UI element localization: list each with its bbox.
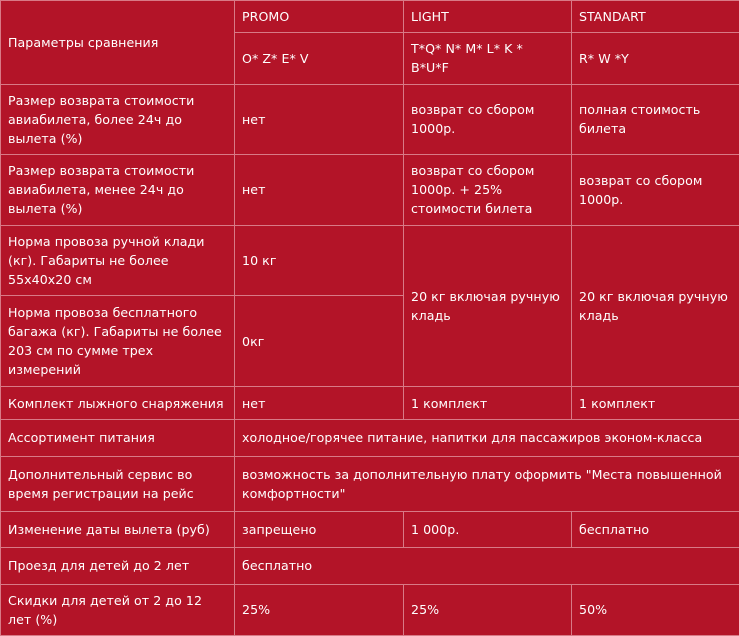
fare-classes-promo: O* Z* E* V [235, 33, 404, 84]
table-row [1, 456, 739, 511]
cell-light: 25% [404, 584, 572, 636]
cell-promo: 0кг [235, 296, 404, 387]
cell-all-fares: возможность за дополнительную плату оформить "Места повышенной комфортности" [235, 456, 739, 511]
cell-standart: 1 комплект [572, 386, 739, 419]
header-parameters-label: Параметры сравнения [1, 1, 235, 85]
cell-standart: бесплатно [572, 511, 739, 547]
fare-classes-standart: R* W *Y [572, 33, 739, 84]
cell-promo: нет [235, 84, 404, 155]
cell-promo: 10 кг [235, 225, 404, 296]
row-label: Размер возврата стоимости авиабилета, более 24ч до вылета (%) [1, 84, 235, 155]
row-label: Проезд для детей до 2 лет [1, 548, 235, 584]
cell-all-fares: бесплатно [235, 548, 739, 584]
fare-name-promo: PROMO [235, 1, 404, 33]
cell-light: 1 000р. [404, 511, 572, 547]
cell-promo: нет [235, 155, 404, 226]
row-label: Комплект лыжного снаряжения [1, 386, 235, 419]
table-row [1, 511, 739, 547]
fare-name-standart: STANDART [572, 1, 739, 33]
row-label: Размер возврата стоимости авиабилета, менее 24ч до вылета (%) [1, 155, 235, 226]
fare-classes-light: T*Q* N* M* L* K * B*U*F [404, 33, 572, 84]
cell-promo: нет [235, 386, 404, 419]
header-row-names [1, 1, 739, 33]
table-row [1, 548, 739, 584]
row-label: Изменение даты вылета (руб) [1, 511, 235, 547]
cell-promo: 25% [235, 584, 404, 636]
cell-standart-baggage: 20 кг включая ручную кладь [572, 225, 739, 386]
table-row [1, 155, 739, 226]
cell-light: возврат со сбором 1000р. [404, 84, 572, 155]
row-label: Норма провоза ручной клади (кг). Габариты не более 55x40x20 см [1, 225, 235, 296]
row-label: Ассортимент питания [1, 420, 235, 456]
table-row [1, 420, 739, 456]
cell-all-fares: холодное/горячее питание, напитки для пассажиров эконом-класса [235, 420, 739, 456]
table-row [1, 225, 739, 296]
cell-standart: возврат со сбором 1000р. [572, 155, 739, 226]
table-row [1, 84, 739, 155]
row-label: Норма провоза бесплатного багажа (кг). Габариты не более 203 см по сумме трех измерений [1, 296, 235, 387]
cell-standart: полная стоимость билета [572, 84, 739, 155]
table-row [1, 584, 739, 636]
cell-promo: запрещено [235, 511, 404, 547]
cell-light-baggage: 20 кг включая ручную кладь [404, 225, 572, 386]
row-label: Дополнительный сервис во время регистрации на рейс [1, 456, 235, 511]
fare-name-light: LIGHT [404, 1, 572, 33]
table-row [1, 386, 739, 419]
cell-light: возврат со сбором 1000р. + 25% стоимости билета [404, 155, 572, 226]
cell-light: 1 комплект [404, 386, 572, 419]
cell-standart: 50% [572, 584, 739, 636]
row-label: Скидки для детей от 2 до 12 лет (%) [1, 584, 235, 636]
